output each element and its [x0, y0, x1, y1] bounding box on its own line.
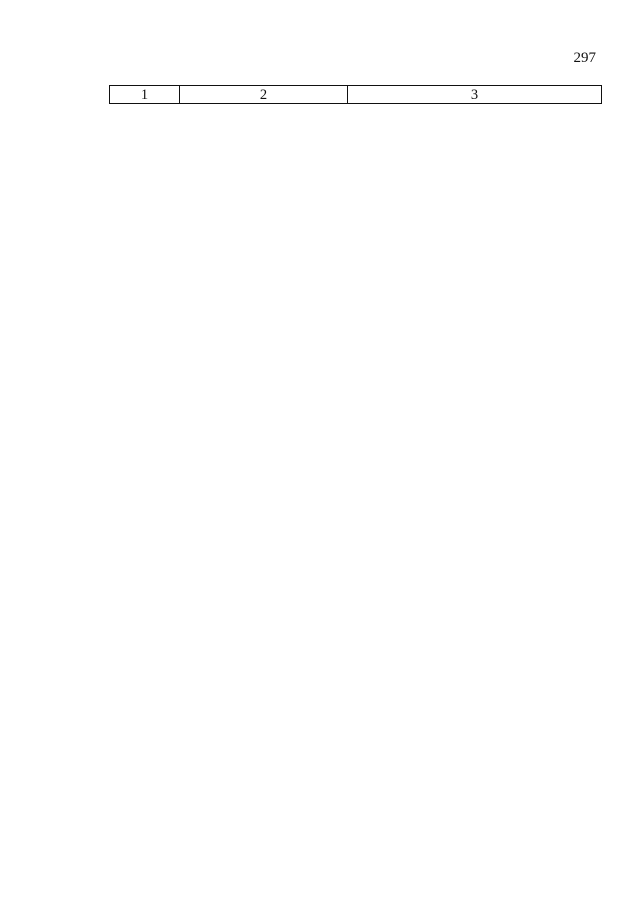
table-header	[110, 86, 602, 104]
header-row	[110, 86, 602, 104]
page-number: 297	[573, 50, 596, 66]
header-col-3: 3	[348, 86, 602, 104]
budget-classification-table	[109, 85, 602, 104]
header-col-2: 2	[180, 86, 348, 104]
header-col-1: 1	[110, 86, 180, 104]
